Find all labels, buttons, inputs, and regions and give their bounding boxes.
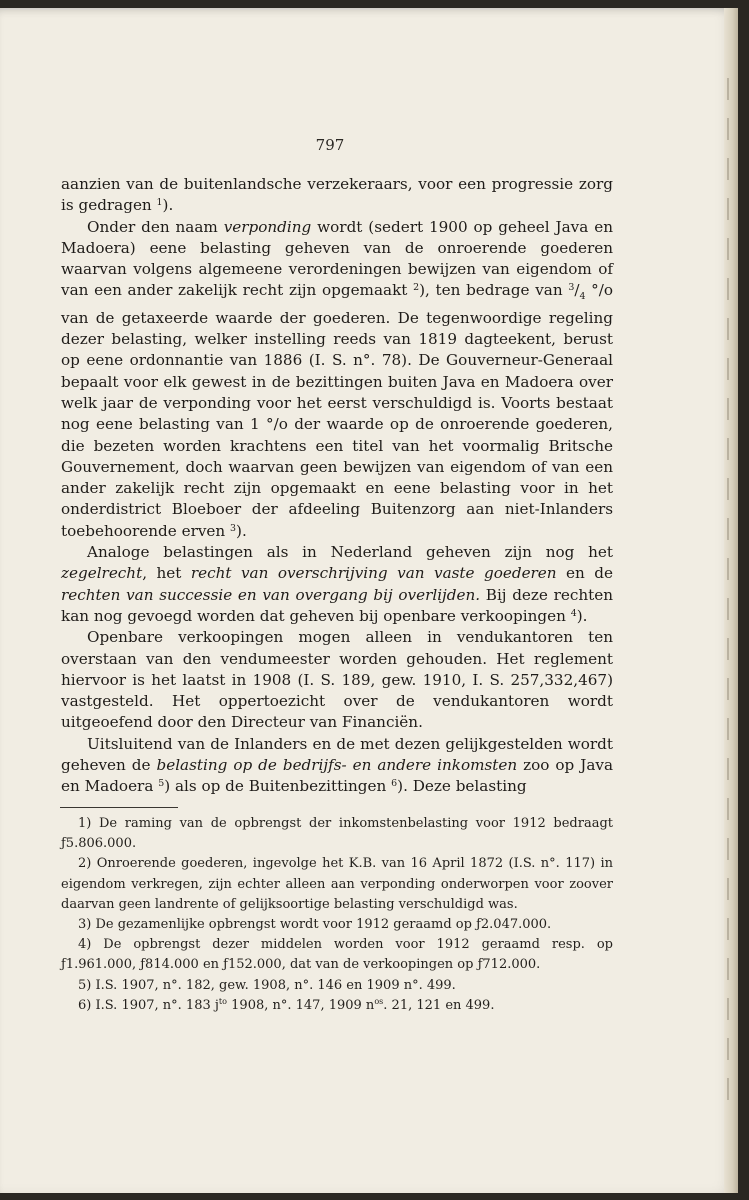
footnote-2: 2) Onroerende goederen, ingevolge het K.B. van 16 April 1872 (I.S. n°. 117) in eigendom verkregen, zijn echter alleen aan verponding onderworpen voor zoover daarvan geen landrente of gelijksoortige belasting verschuldigd was. <box>61 856 613 912</box>
page-number: 797 <box>315 136 345 154</box>
book-page <box>0 8 738 1193</box>
footnote-5: 5) I.S. 1907, n°. 182, gew. 1908, n°. 146 en 1909 n°. 499. <box>78 977 456 993</box>
paragraph-1: aanzien van de buitenlandsche verzekeraars, voor een progressie zorg is gedragen $^1$). <box>61 175 613 215</box>
page-margin-marks <box>727 78 729 1108</box>
footnote-4: 4) De opbrengst dezer middelen worden voor 1912 geraamd resp. op ƒ1.961.000, ƒ814.000 en ƒ152.000, dat van de verkoopingen op ƒ712.000. <box>61 937 613 973</box>
footnote-6: 6) I.S. 1907, n°. 183 $j^{to}$ 1908, n°. 147, 1909 $n^{os}$. 21, 121 en 499. <box>78 997 495 1013</box>
paragraph-5: Uitsluitend van de Inlanders en de met dezen gelijkgestelden wordt geheven de belasting op de bedrijfs- en andere inkomsten zoo op Java en Madoera $^5$) als op de Buitenbezittingen $^6$). Deze belasting <box>61 734 614 796</box>
body-text <box>61 174 613 798</box>
paragraph-2: Onder den naam verponding wordt (sedert 1900 op geheel Java en Madoera) eene belasting geheven van de onroerende goederen waarvan volgens algemeene verordeningen bewijzen van eigendom of van een ander zakelijk recht zijn opgemaakt $^2$), ten bedrage van $^3/_4$ °/o van de getaxeerde waarde der goederen. De tegenwoordige regeling dezer belasting, welker instelling reeds van 1819 dagteekent, berust op eene ordonnantie van 1886 (I. S. n°. 78). De Gouverneur-Generaal bepaalt voor elk gewest in de bezittingen buiten Java en Madoera over welk jaar de verponding voor het eerst verschuldigd is. Voorts bestaat nog eene belasting van 1 °/o der waarde op de onroerende goederen, die bezeten worden krachtens een titel van het voormalig Britsche Gouvernement, doch waarvan geen bewijzen van eigendom of van een ander zakelijk recht zijn opgemaakt en eene belasting voor in het onderdistrict Bloeboer der afdeeling Buitenzorg aan niet-Inlanders toebehoorende erven $^3$). <box>61 217 614 540</box>
paragraph-4: Openbare verkoopingen mogen alleen in vendukantoren ten overstaan van den vendumeester worden gehouden. Het reglement hiervoor is het laatst in 1908 (I. S. 189, gew. 1910, I. S. 257,332,467) vastgesteld. Het oppertoezicht over de vendukantoren wordt uitgeoefend door den Directeur van Financiën. <box>61 628 613 732</box>
footnotes <box>61 814 613 1016</box>
footnote-rule <box>60 807 178 808</box>
footnote-1: 1) De raming van de opbrengst der inkomstenbelasting voor 1912 bedraagt ƒ5.806.000. <box>61 816 613 852</box>
footnote-3: 3) De gezamenlijke opbrengst wordt voor 1912 geraamd op ƒ2.047.000. <box>78 917 552 933</box>
paragraph-3: Analoge belastingen als in Nederland geheven zijn nog het zegelrecht, het recht van overschrijving van vaste goederen en de rechten van successie en van overgang bij overlijden. Bij deze rechten kan nog gevoegd worden dat geheven bij openbare verkoopingen $^4$). <box>61 543 614 625</box>
